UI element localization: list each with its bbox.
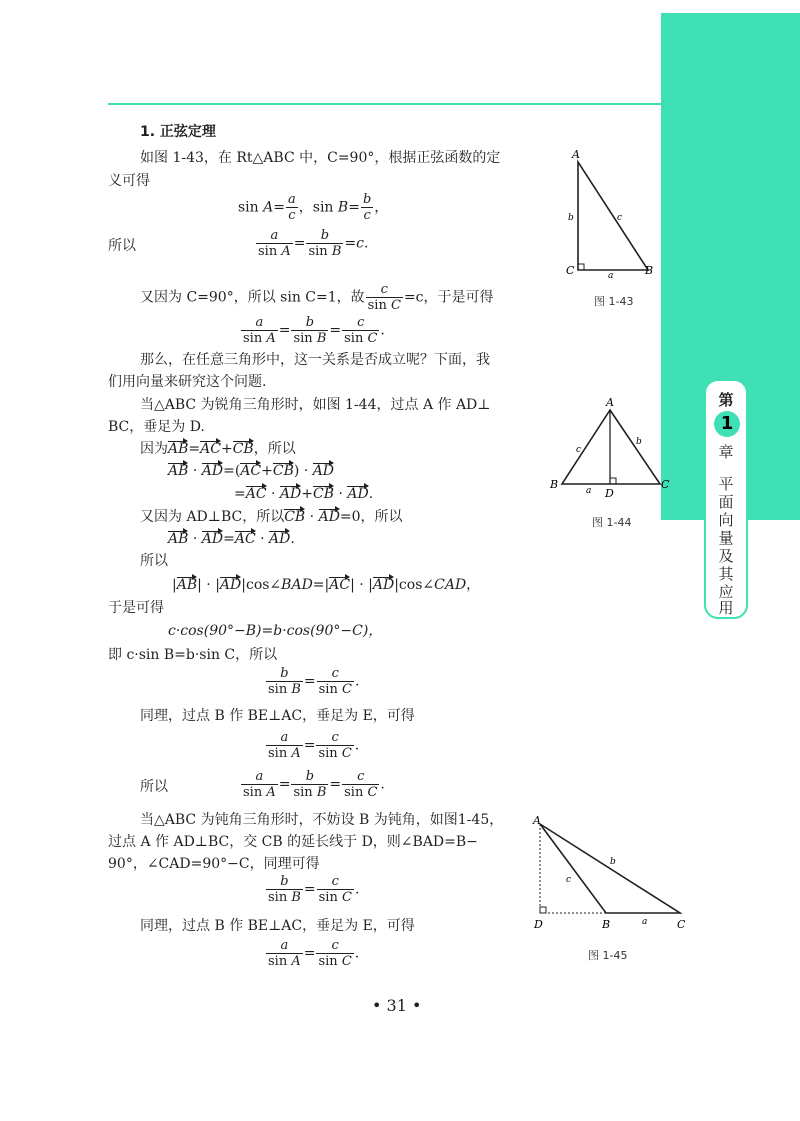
paragraph-line: 同理，过点 B 作 BE⊥AC，垂足为 E，可得 [140, 918, 415, 934]
vertex-label-A: A [606, 396, 614, 409]
vertex-label-A: A [533, 814, 541, 827]
vector-line-5: AB · AD=AC · AD. [168, 531, 295, 547]
figure-1-44 [548, 396, 678, 500]
chapter-subtitle-char: 量 [718, 529, 734, 547]
side-label-b: b [636, 437, 642, 447]
paragraph-line: 们用向量来研究这个问题. [108, 374, 267, 390]
paragraph-line: 如图 1-43，在 Rt△ABC 中，C=90°，根据正弦函数的定 [140, 150, 501, 166]
side-label-b: b [568, 213, 574, 223]
chapter-tab [704, 379, 748, 619]
figure-caption-1-44: 图 1-44 [592, 516, 632, 529]
paragraph-line: 于是可得 [108, 600, 164, 616]
equation-ratio-7: $\frac{a}{\text{sin A}}$ = $\frac{c}{\text{sin C}}$ . [268, 938, 360, 969]
paragraph-line: 所以 [140, 553, 168, 569]
paragraph-line: 当△ABC 为锐角三角形时，如图 1-44，过点 A 作 AD⊥ [140, 397, 491, 413]
side-label-c: c [566, 875, 572, 885]
paragraph-line: 过点 A 作 AD⊥BC，交 CB 的延长线于 D，则∠BAD=B− [108, 834, 478, 850]
section-title: 1. 正弦定理 [140, 124, 216, 140]
chapter-subtitle-char: 应 [718, 583, 734, 601]
vector-line-6: |AB| · |AD|cos∠BAD=|AC| · |AD|cos∠CAD， [172, 577, 481, 593]
side-label-a: a [642, 917, 648, 927]
equation-ratio-4: $\frac{a}{\text{sin A}}$ = $\frac{c}{\text{sin C}}$ . [268, 730, 360, 761]
vertex-label-B: B [550, 478, 559, 491]
vector-line-2: AB · AD=(AC+CB) · AD [168, 463, 335, 479]
vertex-label-D: D [534, 918, 543, 931]
vertex-label-C: C [661, 478, 670, 491]
side-label-c: c [576, 445, 582, 455]
paragraph-line: 同理，过点 B 作 BE⊥AC，垂足为 E，可得 [140, 708, 415, 724]
chapter-subtitle-char: 及 [718, 547, 734, 565]
chapter-subtitle-char: 面 [718, 493, 734, 511]
paragraph-line: 那么，在任意三角形中，这一关系是否成立呢？下面，我 [140, 352, 490, 368]
paragraph-line: 所以 [108, 238, 136, 254]
paragraph-line: 所以 [140, 779, 168, 795]
paragraph-line: BC，垂足为 D. [108, 419, 205, 435]
side-label-c: c [617, 213, 623, 223]
equation-ratio-3: $\frac{b}{\text{sin B}}$ = $\frac{c}{\text{sin C}}$ . [268, 666, 360, 697]
chapter-subtitle-char: 其 [718, 565, 734, 583]
figure-1-45 [530, 810, 692, 935]
vertex-label-B: B [645, 264, 654, 277]
side-label-a: a [586, 486, 592, 496]
chapter-tab-ch: 章 [718, 443, 734, 461]
chapter-subtitle-char: 向 [718, 511, 734, 529]
paragraph-line: 90°，∠CAD=90°−C，同理可得 [108, 856, 320, 872]
equation-cos: c·cos(90°−B)=b·cos(90°−C)， [168, 623, 383, 639]
side-label-b: b [610, 857, 616, 867]
equation-ratio-6: $\frac{b}{\text{sin B}}$ = $\frac{c}{\text{sin C}}$ . [268, 874, 360, 905]
figure-caption-1-43: 图 1-43 [594, 295, 634, 308]
paragraph-line: 义可得 [108, 173, 150, 189]
figure-1-43 [560, 148, 670, 283]
vertex-label-C: C [566, 264, 575, 277]
chapter-subtitle-char: 平 [718, 475, 734, 493]
equation-sinA-sinB: sin A= $\frac{a}{c}$ ，sin B= $\frac{b}{c}$ ， [238, 192, 389, 223]
equation-ratio-2: $\frac{a}{\text{sin A}}$ = $\frac{b}{\text{sin B}}$ = $\frac{c}{\text{sin C}}$ . [243, 315, 385, 346]
vertex-label-D: D [605, 487, 614, 500]
vector-line-3: =AC · AD+CB · AD. [234, 486, 374, 502]
paragraph-line: 又因为 C=90°，所以 sin C=1，故 $\frac{c}{\text{sin C}}$ =c，于是可得 [140, 282, 494, 313]
header-rule [108, 103, 668, 105]
vector-line-4: 又因为 AD⊥BC，所以CB · AD=0，所以 [140, 509, 403, 525]
equation-ratio-1: $\frac{a}{\text{sin A}}$ = $\frac{b}{\text{sin B}}$ =c. [258, 228, 369, 259]
vertex-label-B: B [602, 918, 611, 931]
chapter-subtitle-char: 用 [718, 599, 734, 617]
vector-line-1: 因为AB=AC+CB，所以 [140, 441, 296, 457]
page-number: • 31 • [372, 996, 422, 1015]
chapter-number-badge: 1 [714, 411, 740, 437]
equation-ratio-5: $\frac{a}{\text{sin A}}$ = $\frac{b}{\text{sin B}}$ = $\frac{c}{\text{sin C}}$ . [243, 769, 385, 800]
chapter-tab-top: 第 [718, 391, 734, 409]
paragraph-line: 当△ABC 为钝角三角形时，不妨设 B 为钝角，如图1-45， [140, 812, 504, 828]
paragraph-line: 即 c·sin B=b·sin C，所以 [108, 647, 278, 663]
vertex-label-A: A [572, 148, 580, 161]
vertex-label-C: C [677, 918, 686, 931]
side-label-a: a [608, 271, 614, 281]
figure-caption-1-45: 图 1-45 [588, 949, 628, 962]
